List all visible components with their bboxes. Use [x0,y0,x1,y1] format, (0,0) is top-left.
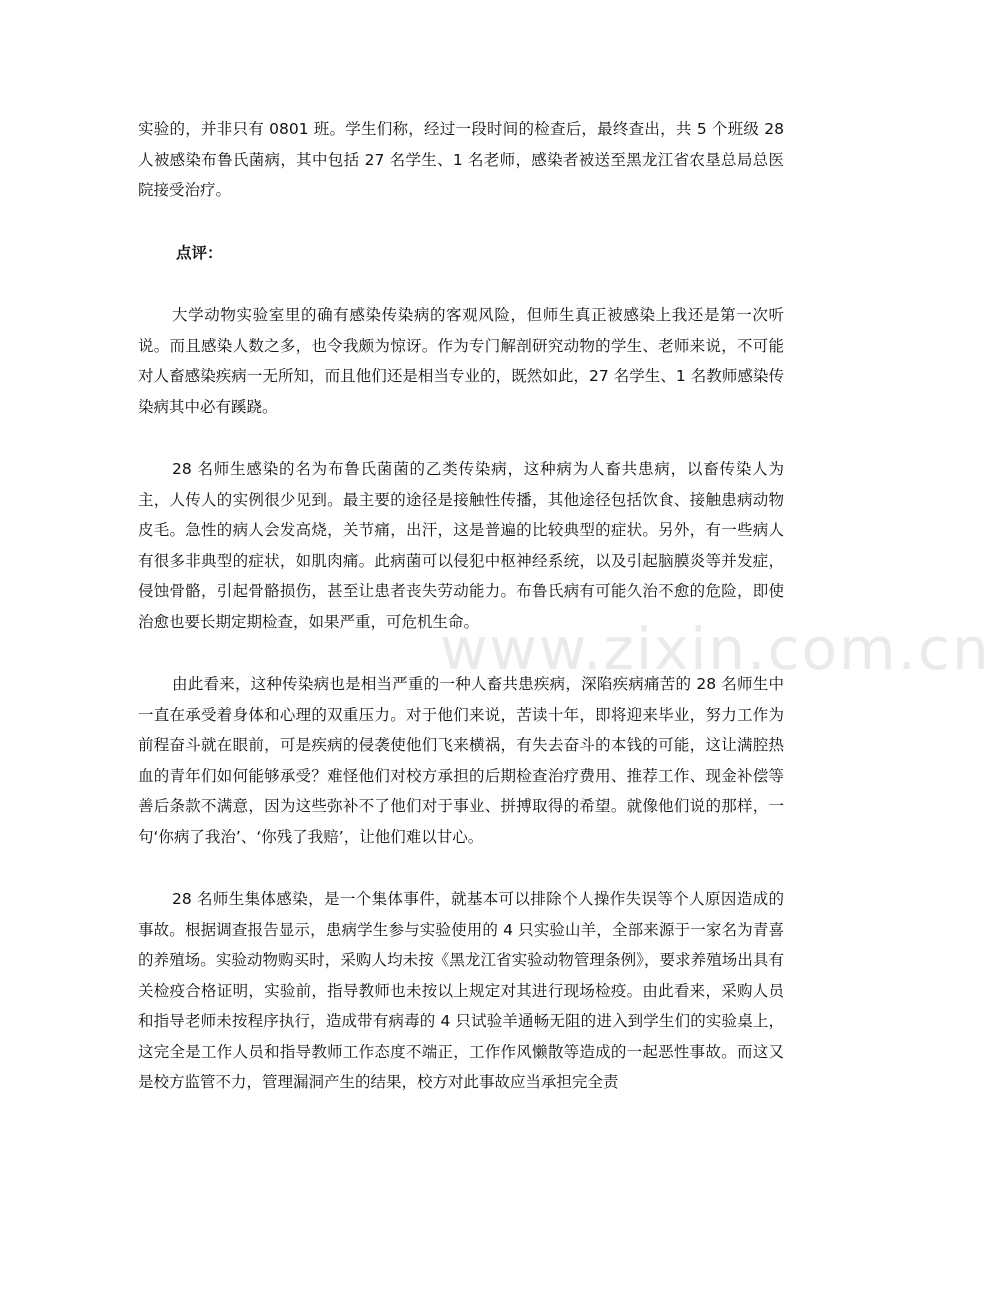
paragraph-comment-intro: 大学动物实验室里的确有感染传染病的客观风险，但师生真正被感染上我还是第一次听说。而且感染人数之多，也令我颇为惊讶。作为专门解剖研究动物的学生、老师来说，不可能对人畜感染疾病一无所知，而且他们还是相当专业的，既然如此，27 名学生、1 名教师感染传染病其中必有蹊跷。 [138,306,784,416]
paragraph-continuation: 实验的，并非只有 0801 班。学生们称，经过一段时间的检查后，最终查出，共 5 个班级 28 人被感染布鲁氏菌病，其中包括 27 名学生、1 名老师，感染者被送至黑龙江省农垦总局总医院接受治疗。 [138,120,784,199]
watermark: www.zixin.com.cn [440,615,991,683]
paragraph-disease-description: 28 名师生感染的名为布鲁氏菌菌的乙类传染病，这种病为人畜共患病，以畜传染人为主，人传人的实例很少见到。最主要的途径是接触性传播，其他途径包括饮食、接触患病动物皮毛。急性的病人会发高烧，关节痛，出汗，这是普遍的比较典型的症状。另外，有一些病人有很多非典型的症状，如肌肉痛。此病菌可以侵犯中枢神经系统，以及引起脑膜炎等并发症，侵蚀骨骼，引起骨骼损伤，甚至让患者丧失劳动能力。布鲁氏病有可能久治不愈的危险，即使治愈也要长期定期检查，如果严重，可危机生命。 [138,460,784,631]
paragraph-cause-analysis: 28 名师生集体感染，是一个集体事件，就基本可以排除个人操作失误等个人原因造成的事故。根据调查报告显示，患病学生参与实验使用的 4 只实验山羊，全部来源于一家名为青喜的养殖场。实验动物购买时，采购人均未按《黑龙江省实验动物管理条例》，要求养殖场出具有关检疫合格证明，实验前，指导教师也未按以上规定对其进行现场检疫。由此看来，采购人员和指导老师未按程序执行，造成带有病毒的 4 只试验羊通畅无阻的进入到学生们的实验桌上，这完全是工作人员和指导教师工作态度不端正，工作作风懒散等造成的一起恶性事故。而这又是校方监管不力，管理漏洞产生的结果，校方对此事故应当承担完全责 [138,890,784,1091]
paragraph-impact: 由此看来，这种传染病也是相当严重的一种人畜共患疾病，深陷疾病痛苦的 28 名师生中一直在承受着身体和心理的双重压力。对于他们来说，苦读十年，即将迎来毕业，努力工作为前程奋斗就在眼前，可是疾病的侵袭使他们飞来横祸，有失去奋斗的本钱的可能，这让满腔热血的青年们如何能够承受？难怪他们对校方承担的后期检查治疗费用、推荐工作、现金补偿等善后条款不满意，因为这些弥补不了他们对于事业、拼搏取得的希望。就像他们说的那样，一句‘你病了我治’、‘你残了我赔’，让他们难以甘心。 [138,675,784,846]
document-body [138,114,784,1130]
section-heading-comment: 点评： [176,243,223,262]
